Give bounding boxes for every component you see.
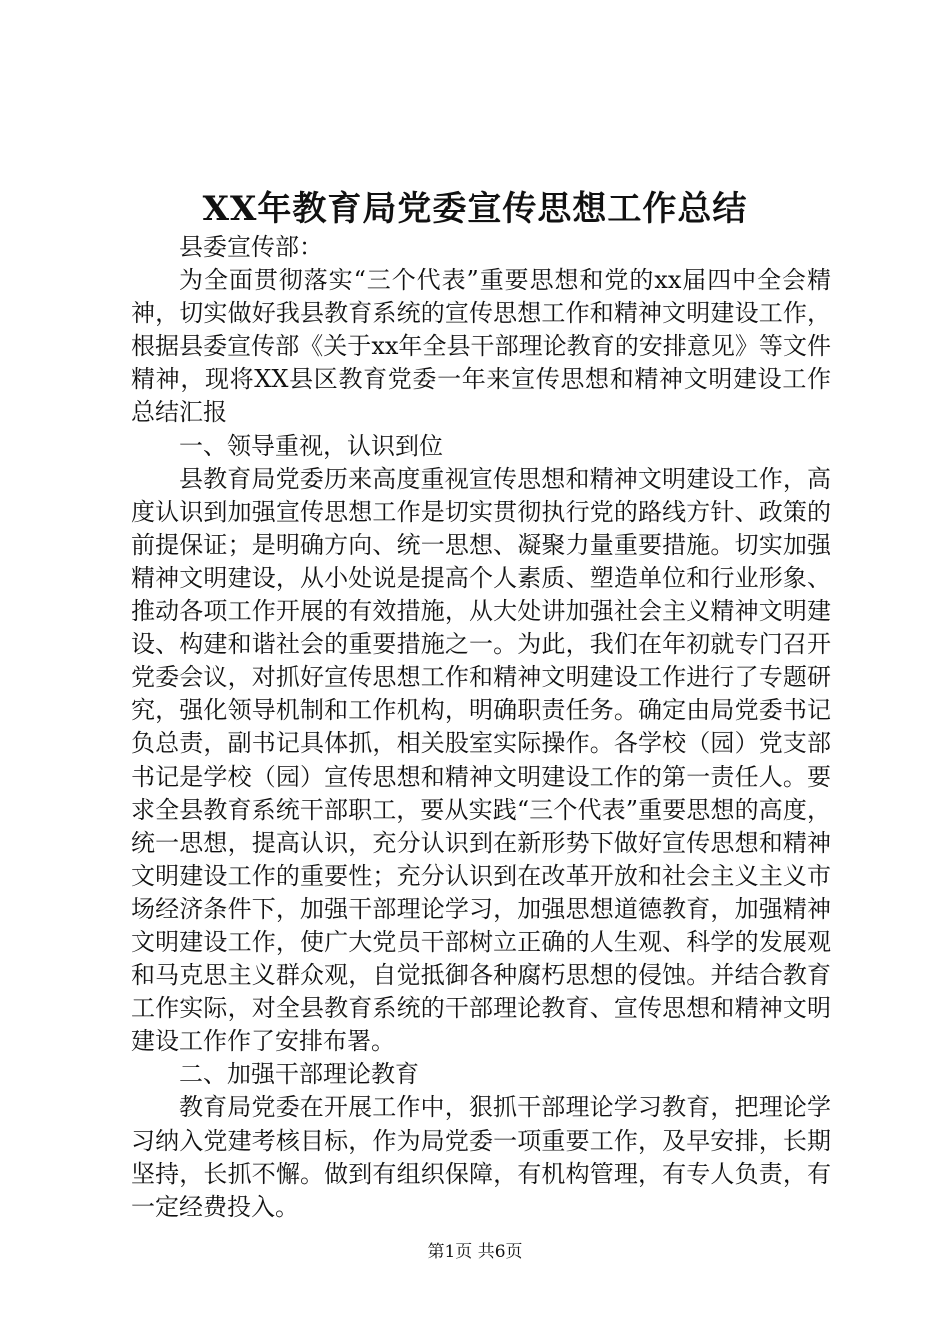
section-2-paragraph: 教育局党委在开展工作中，狠抓干部理论学习教育，把理论学习纳入党建考核目标，作为局党委一项重要工作，及早安排，长期坚持，长抓不懈。做到有组织保障，有机构管理，有专人负责，有一定经费投入。 <box>131 1093 831 1221</box>
section-heading-1: 一、领导重视，认识到位 <box>179 431 443 460</box>
document-body <box>131 231 831 1224</box>
document-title: XX年教育局党委宣传思想工作总结 <box>202 189 748 229</box>
page-number-footer: 第1页 共6页 <box>427 1242 523 1262</box>
intro-paragraph: 为全面贯彻落实“三个代表”重要思想和党的xx届四中全会精神，切实做好我县教育系统的宣传思想工作和精神文明建设工作，根据县委宣传部《关于xx年全县干部理论教育的安排意见》等文件精神，现将XX县区教育党委一年来宣传思想和精神文明建设工作总结汇报 <box>131 266 831 427</box>
section-1-paragraph: 县教育局党委历来高度重视宣传思想和精神文明建设工作，高度认识到加强宣传思想工作是切实贯彻执行党的路线方针、政策的前提保证；是明确方向、统一思想、凝聚力量重要措施。切实加强精神文明建设，从小处说是提高个人素质、塑造单位和行业形象、推动各项工作开展的有效措施，从大处讲加强社会主义精神文明建设、构建和谐社会的重要措施之一。为此，我们在年初就专门召开党委会议，对抓好宣传思想工作和精神文明建设工作进行了专题研究，强化领导机制和工作机构，明确职责任务。确定由局党委书记负总责，副书记具体抓，相关股室实际操作。各学校（园）党支部书记是学校（园）宣传思想和精神文明建设工作的第一责任人。要求全县教育系统干部职工，要从实践“三个代表”重要思想的高度，统一思想，提高认识，充分认识到在新形势下做好宣传思想和精神文明建设工作的重要性；充分认识到在改革开放和社会主义主义市场经济条件下，加强干部理论学习，加强思想道德教育，加强精神文明建设工作，使广大党员干部树立正确的人生观、科学的发展观和马克思主义群众观，自觉抵御各种腐朽思想的侵蚀。并结合教育工作实际，对全县教育系统的干部理论教育、宣传思想和精神文明建设工作作了安排布署。 <box>131 464 831 1056</box>
salutation: 县委宣传部： <box>179 233 323 261</box>
section-heading-2: 二、加强干部理论教育 <box>179 1060 419 1089</box>
